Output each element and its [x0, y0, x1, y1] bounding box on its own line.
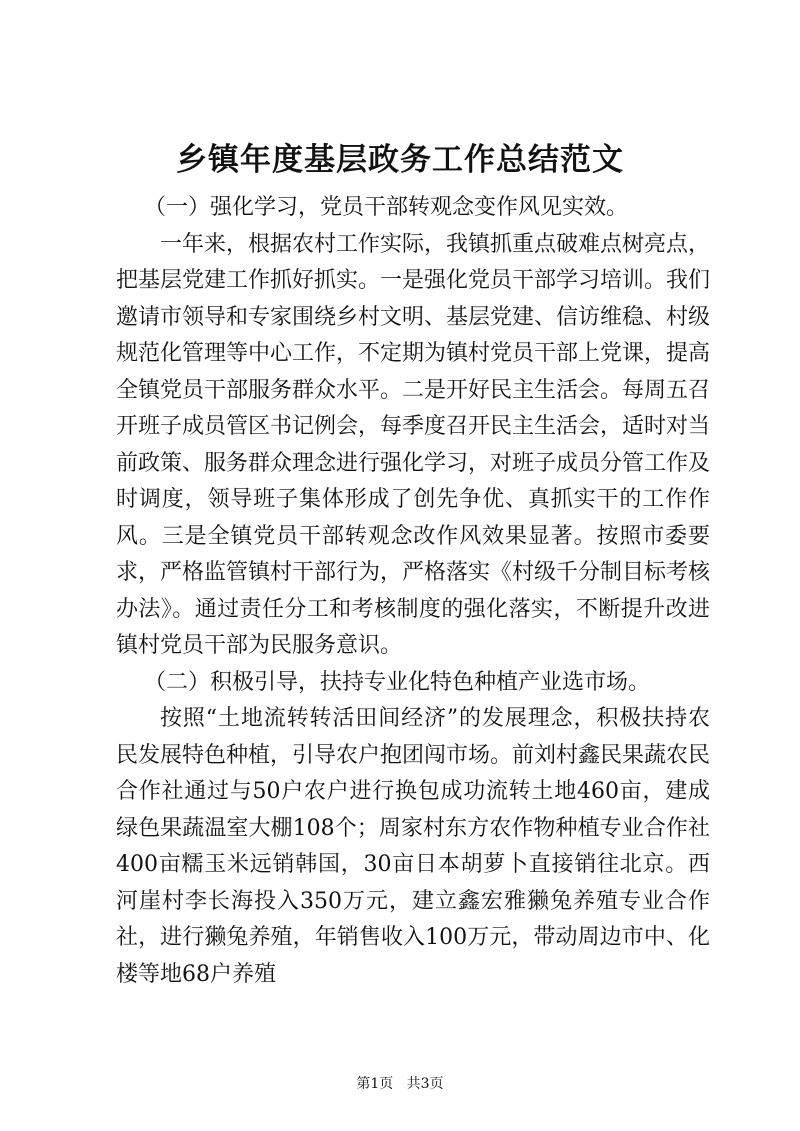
document-title: 乡镇年度基层政务工作总结范文 [176, 142, 624, 178]
body-paragraph-1: 一年来，根据农村工作实际，我镇抓重点破难点树亮点，把基层党建工作抓好抓实。一是强化党员干部学习培训。我们邀请市领导和专家围绕乡村文明、基层党建、信访维稳、村级规范化管理等中心工作，不定期为镇村党员干部上党课，提高全镇党员干部服务群众水平。二是开好民主生活会。每周五召开班子成员管区书记例会，每季度召开民主生活会，适时对当前政策、服务群众理念进行强化学习，对班子成员分管工作及时调度，领导班子集体形成了创先争优、真抓实干的工作作风。三是全镇党员干部转观念改作风效果显著。按照市委要求，严格监管镇村干部行为，严格落实《村级千分制目标考核办法》。通过责任分工和考核制度的强化落实，不断提升改进镇村党员干部为民服务意识。 [116, 231, 711, 658]
section-heading-2: （二）积极引导，扶持专业化特色种植产业选市场。 [144, 669, 651, 695]
page-number: 第1页 [356, 1076, 394, 1092]
document-body [116, 190, 710, 993]
section-heading-1: （一）强化学习，党员干部转观念变作风见实效。 [144, 195, 629, 220]
page-footer [0, 1074, 800, 1094]
page-total: 共3页 [406, 1076, 444, 1092]
body-paragraph-2: 按照“土地流转转活田间经济”的发展理念，积极扶持农民发展特色种植，引导农户抱团闯市场。前刘村鑫民果蔬农民合作社通过与50户农户进行换包成功流转土地460亩，建成绿色果蔬温室大棚108个；周家村东方农作物种植专业合作社400亩糯玉米远销韩国，30亩日本胡萝卜直接销往北京。西河崖村李长海投入350万元，建立鑫宏雅獭兔养殖专业合作社，进行獭兔养殖，年销售收入100万元，带动周边市中、化楼等地68户养殖 [116, 706, 711, 987]
